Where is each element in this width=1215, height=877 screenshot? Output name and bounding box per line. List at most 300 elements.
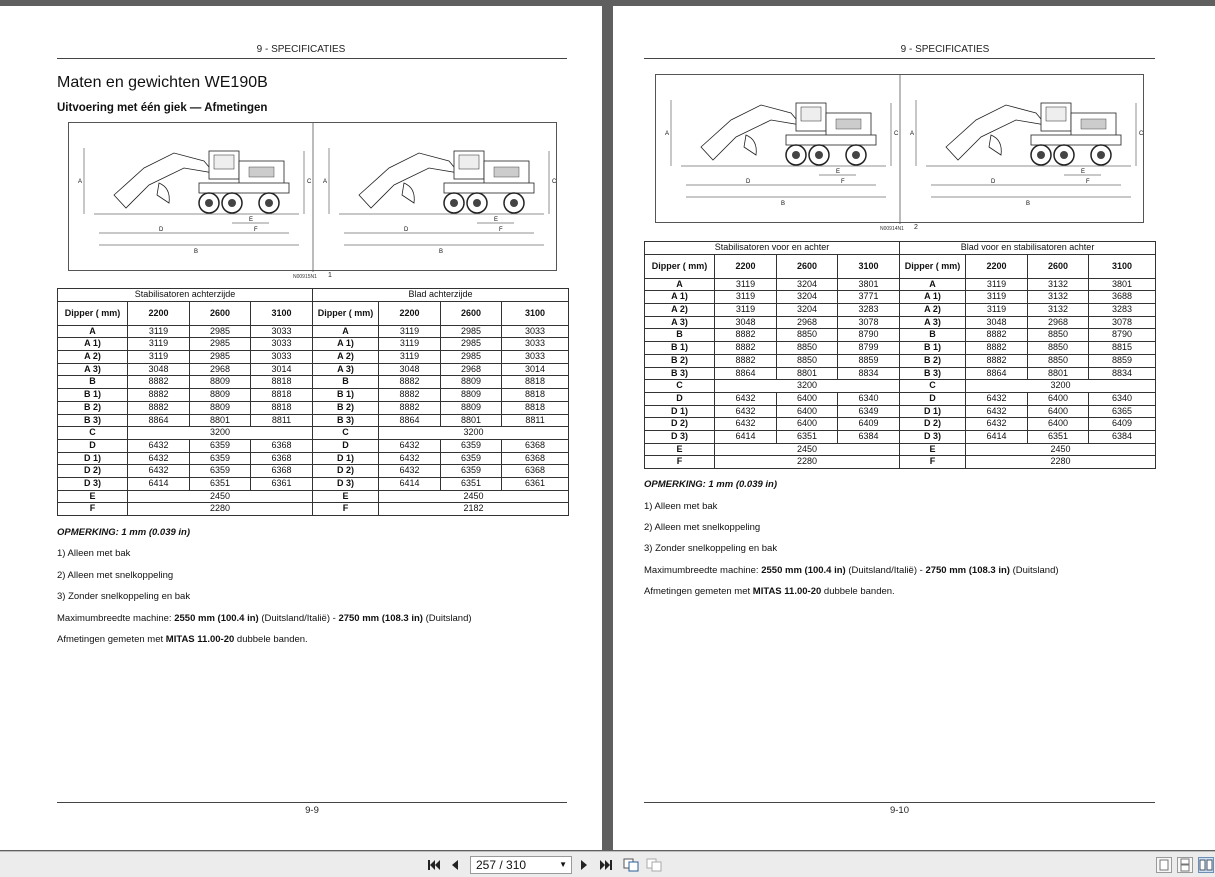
row-label: B 2) bbox=[58, 401, 128, 414]
table-cell: 2985 bbox=[441, 325, 502, 338]
table-cell: 8818 bbox=[502, 376, 569, 389]
table-cell: 8882 bbox=[128, 389, 190, 402]
engine-grille bbox=[494, 167, 519, 177]
footnote-1: 1) Alleen met bak bbox=[644, 501, 718, 512]
table-cell: 8882 bbox=[715, 354, 777, 367]
max-width-note: Maximumbreedte machine: 2550 mm (100.4 in) (Duitsland/Italië) - 2750 mm (108.3 in) (Duitsland) bbox=[57, 613, 472, 624]
row-label: D bbox=[900, 392, 966, 405]
table-cell: 3119 bbox=[128, 351, 190, 364]
column-header: 3100 bbox=[502, 301, 569, 325]
table-cell: 3283 bbox=[838, 304, 900, 317]
row-label: E bbox=[313, 490, 379, 503]
table-cell: 6414 bbox=[966, 430, 1028, 443]
table-cell: 8834 bbox=[838, 367, 900, 380]
column-header: 3100 bbox=[1089, 254, 1156, 278]
document-page-left bbox=[0, 6, 602, 850]
row-label: A 1) bbox=[58, 338, 128, 351]
table-row bbox=[645, 392, 1156, 405]
row-label: A 1) bbox=[900, 291, 966, 304]
bucket-line bbox=[989, 135, 1001, 155]
table-cell: 3078 bbox=[838, 316, 900, 329]
table-cell: 6400 bbox=[777, 405, 838, 418]
row-label: C bbox=[645, 380, 715, 393]
table-cell: 8882 bbox=[379, 389, 441, 402]
page-number-value: 257 / 310 bbox=[476, 858, 527, 872]
table-cell: 6432 bbox=[966, 418, 1028, 431]
dimension-label: D bbox=[404, 227, 409, 233]
paste-page-button[interactable] bbox=[645, 857, 663, 873]
table-row bbox=[58, 477, 569, 490]
table-row bbox=[645, 430, 1156, 443]
table-cell: 8818 bbox=[502, 401, 569, 414]
row-label: B 1) bbox=[645, 342, 715, 355]
table-row bbox=[58, 439, 569, 452]
table-row bbox=[58, 490, 569, 503]
row-label: D 1) bbox=[900, 405, 966, 418]
table-cell: 8809 bbox=[441, 401, 502, 414]
wheel-hub bbox=[473, 199, 481, 207]
column-header: Dipper ( mm) bbox=[645, 254, 715, 278]
table-cell: 3119 bbox=[715, 291, 777, 304]
table-cell: 8882 bbox=[966, 342, 1028, 355]
row-label: A 1) bbox=[645, 291, 715, 304]
table-cell: 6432 bbox=[715, 392, 777, 405]
table-cell: 3048 bbox=[379, 363, 441, 376]
table-cell: 6432 bbox=[715, 418, 777, 431]
wheel-hub bbox=[205, 199, 213, 207]
specifications-table bbox=[57, 288, 569, 516]
table-cell: 2450 bbox=[379, 490, 569, 503]
table-group-header: Blad voor en stabilisatoren achter bbox=[900, 242, 1156, 255]
max-width-note: Maximumbreedte machine: 2550 mm (100.4 in) (Duitsland/Italië) - 2750 mm (108.3 in) (Duitsland) bbox=[644, 565, 1059, 576]
excavator-dimension-figure bbox=[655, 74, 1144, 223]
row-label: A 1) bbox=[313, 338, 379, 351]
column-header: 2600 bbox=[441, 301, 502, 325]
row-label: A 3) bbox=[313, 363, 379, 376]
continuous-page-icon bbox=[1178, 858, 1192, 872]
table-cell: 6368 bbox=[251, 439, 313, 452]
table-cell: 8818 bbox=[502, 389, 569, 402]
row-label: C bbox=[58, 427, 128, 440]
skip-forward-icon bbox=[599, 859, 613, 871]
table-cell: 6400 bbox=[777, 392, 838, 405]
skip-back-icon bbox=[427, 859, 441, 871]
table-cell: 2450 bbox=[966, 443, 1156, 456]
table-cell: 6340 bbox=[838, 392, 900, 405]
row-label: B 1) bbox=[313, 389, 379, 402]
wheel-hub bbox=[1060, 151, 1068, 159]
table-cell: 6400 bbox=[1028, 392, 1089, 405]
table-cell: 3014 bbox=[251, 363, 313, 376]
wheel-hub bbox=[228, 199, 236, 207]
row-label: A bbox=[900, 278, 966, 291]
table-cell: 6432 bbox=[128, 452, 190, 465]
dimension-label: D bbox=[159, 227, 164, 233]
table-cell: 8882 bbox=[966, 329, 1028, 342]
table-cell: 3204 bbox=[777, 304, 838, 317]
row-label: D 1) bbox=[313, 452, 379, 465]
column-header: 2600 bbox=[1028, 254, 1089, 278]
table-row bbox=[58, 363, 569, 376]
table-cell: 6414 bbox=[379, 477, 441, 490]
table-cell: 6361 bbox=[502, 477, 569, 490]
figure-code: N00915N1 bbox=[293, 274, 317, 280]
table-cell: 6359 bbox=[441, 439, 502, 452]
table-cell: 2280 bbox=[966, 456, 1156, 469]
dimension-label: A bbox=[323, 179, 328, 185]
cab-window bbox=[214, 155, 234, 169]
arrow-left-icon bbox=[450, 859, 460, 871]
dimension-label: E bbox=[1081, 169, 1086, 175]
table-cell: 2968 bbox=[441, 363, 502, 376]
column-header: 2200 bbox=[379, 301, 441, 325]
dimension-label: F bbox=[254, 227, 258, 233]
table-cell: 6432 bbox=[379, 452, 441, 465]
cab-window bbox=[459, 155, 479, 169]
page-header: 9 - SPECIFICATIES bbox=[900, 44, 990, 55]
table-cell: 6414 bbox=[128, 477, 190, 490]
row-label: F bbox=[645, 456, 715, 469]
table-row bbox=[645, 329, 1156, 342]
table-cell: 3033 bbox=[251, 338, 313, 351]
table-cell: 6359 bbox=[190, 465, 251, 478]
table-cell: 3132 bbox=[1028, 304, 1089, 317]
chassis-line bbox=[786, 135, 876, 145]
row-label: D bbox=[645, 392, 715, 405]
table-cell: 6432 bbox=[966, 405, 1028, 418]
copy-page-button[interactable] bbox=[622, 857, 640, 873]
table-row bbox=[58, 376, 569, 389]
table-cell: 8864 bbox=[966, 367, 1028, 380]
row-label: D bbox=[313, 439, 379, 452]
table-cell: 3771 bbox=[838, 291, 900, 304]
row-label: B 1) bbox=[58, 389, 128, 402]
table-cell: 3119 bbox=[128, 325, 190, 338]
table-cell: 6414 bbox=[715, 430, 777, 443]
table-row bbox=[645, 367, 1156, 380]
table-cell: 8809 bbox=[190, 389, 251, 402]
viewer-toolbar bbox=[0, 851, 1215, 877]
remark-note: OPMERKING: 1 mm (0.039 in) bbox=[57, 527, 191, 538]
arrow-right-icon bbox=[579, 859, 589, 871]
dimension-label: E bbox=[836, 169, 841, 175]
footnote-1: 1) Alleen met bak bbox=[57, 548, 131, 559]
dimension-label: A bbox=[910, 131, 915, 137]
row-label: D 3) bbox=[900, 430, 966, 443]
table-cell: 3200 bbox=[379, 427, 569, 440]
table-group-header: Stabilisatoren achterzijde bbox=[58, 289, 313, 302]
table-cell: 8864 bbox=[128, 414, 190, 427]
table-cell: 6359 bbox=[190, 439, 251, 452]
table-cell: 6368 bbox=[251, 452, 313, 465]
column-header: 3100 bbox=[251, 301, 313, 325]
tires-note: Afmetingen gemeten met MITAS 11.00-20 dubbele banden. bbox=[644, 586, 895, 597]
table-row bbox=[645, 418, 1156, 431]
table-cell: 3033 bbox=[502, 338, 569, 351]
table-cell: 8801 bbox=[190, 414, 251, 427]
table-cell: 3033 bbox=[502, 325, 569, 338]
table-cell: 3048 bbox=[966, 316, 1028, 329]
row-label: B 3) bbox=[313, 414, 379, 427]
dimension-label: F bbox=[841, 179, 845, 185]
engine-grille bbox=[1081, 119, 1106, 129]
dimension-label: C bbox=[552, 179, 557, 185]
bucket-line bbox=[157, 183, 169, 203]
dimension-label: C bbox=[894, 131, 899, 137]
single-page-view-button[interactable] bbox=[1156, 857, 1172, 873]
row-label: B 3) bbox=[645, 367, 715, 380]
copy-icon bbox=[623, 858, 639, 872]
table-cell: 8790 bbox=[1089, 329, 1156, 342]
table-cell: 6351 bbox=[777, 430, 838, 443]
table-cell: 3119 bbox=[379, 338, 441, 351]
footer-rule bbox=[644, 802, 1155, 803]
table-row bbox=[645, 291, 1156, 304]
table-cell: 6365 bbox=[1089, 405, 1156, 418]
table-cell: 8801 bbox=[777, 367, 838, 380]
row-label: C bbox=[313, 427, 379, 440]
table-cell: 8850 bbox=[1028, 354, 1089, 367]
engine-grille bbox=[249, 167, 274, 177]
table-cell: 6368 bbox=[251, 465, 313, 478]
row-label: F bbox=[313, 503, 379, 516]
dimension-label: B bbox=[194, 249, 199, 255]
table-cell: 2968 bbox=[1028, 316, 1089, 329]
footnote-2: 2) Alleen met snelkoppeling bbox=[57, 570, 174, 581]
chassis-line bbox=[199, 183, 289, 193]
dimension-label: E bbox=[249, 217, 254, 223]
row-label: B 3) bbox=[900, 367, 966, 380]
table-cell: 8834 bbox=[1089, 367, 1156, 380]
row-label: A 2) bbox=[900, 304, 966, 317]
table-cell: 2985 bbox=[190, 351, 251, 364]
column-header: Dipper ( mm) bbox=[900, 254, 966, 278]
table-cell: 8850 bbox=[1028, 329, 1089, 342]
duplicate-icon bbox=[646, 858, 662, 872]
table-row bbox=[58, 389, 569, 402]
table-cell: 8811 bbox=[251, 414, 313, 427]
section-subtitle: Uitvoering met één giek — Afmetingen bbox=[57, 102, 268, 114]
table-cell: 8799 bbox=[838, 342, 900, 355]
table-cell: 3200 bbox=[715, 380, 900, 393]
table-cell: 8882 bbox=[715, 329, 777, 342]
dimension-label: B bbox=[1026, 201, 1031, 207]
table-cell: 6400 bbox=[777, 418, 838, 431]
table-row bbox=[645, 354, 1156, 367]
table-cell: 8882 bbox=[128, 401, 190, 414]
page-number: 9-10 bbox=[889, 805, 909, 816]
table-cell: 3048 bbox=[715, 316, 777, 329]
table-cell: 6432 bbox=[379, 465, 441, 478]
specifications-table bbox=[644, 241, 1156, 469]
footer-rule bbox=[57, 802, 567, 803]
previous-page-button[interactable] bbox=[448, 857, 462, 873]
engine-grille bbox=[836, 119, 861, 129]
table-row bbox=[645, 316, 1156, 329]
table-cell: 6432 bbox=[128, 465, 190, 478]
row-label: F bbox=[900, 456, 966, 469]
row-label: B 2) bbox=[313, 401, 379, 414]
row-label: A 3) bbox=[645, 316, 715, 329]
table-cell: 6400 bbox=[1028, 418, 1089, 431]
row-label: B bbox=[58, 376, 128, 389]
table-cell: 3132 bbox=[1028, 278, 1089, 291]
table-cell: 3048 bbox=[128, 363, 190, 376]
table-cell: 8818 bbox=[251, 389, 313, 402]
dimension-label: A bbox=[78, 179, 83, 185]
table-cell: 3204 bbox=[777, 291, 838, 304]
two-page-view-button[interactable] bbox=[1198, 857, 1214, 873]
two-page-icon bbox=[1199, 858, 1213, 872]
table-cell: 6340 bbox=[1089, 392, 1156, 405]
table-cell: 8809 bbox=[190, 401, 251, 414]
row-label: B 2) bbox=[645, 354, 715, 367]
excavator-drawing bbox=[656, 75, 1145, 224]
dimension-label: C bbox=[1139, 131, 1144, 137]
figure-number: 2 bbox=[914, 224, 918, 231]
table-row bbox=[58, 414, 569, 427]
page-number-input[interactable] bbox=[470, 856, 572, 874]
table-cell: 6368 bbox=[502, 465, 569, 478]
page-title: Maten en gewichten WE190B bbox=[57, 74, 268, 91]
table-cell: 2985 bbox=[441, 338, 502, 351]
table-cell: 3078 bbox=[1089, 316, 1156, 329]
table-cell: 8850 bbox=[777, 329, 838, 342]
table-cell: 8818 bbox=[251, 376, 313, 389]
table-cell: 6359 bbox=[441, 465, 502, 478]
table-cell: 3119 bbox=[379, 351, 441, 364]
table-cell: 8864 bbox=[715, 367, 777, 380]
table-cell: 2985 bbox=[441, 351, 502, 364]
table-row bbox=[58, 465, 569, 478]
row-label: D 1) bbox=[645, 405, 715, 418]
table-cell: 6400 bbox=[1028, 405, 1089, 418]
table-row bbox=[58, 351, 569, 364]
column-header: Dipper ( mm) bbox=[313, 301, 379, 325]
table-cell: 2968 bbox=[190, 363, 251, 376]
dimension-label: D bbox=[991, 179, 996, 185]
row-label: B 1) bbox=[900, 342, 966, 355]
column-header: 2600 bbox=[190, 301, 251, 325]
table-cell: 3200 bbox=[128, 427, 313, 440]
document-page-right bbox=[613, 6, 1215, 850]
table-cell: 8818 bbox=[251, 401, 313, 414]
wheel-hub bbox=[792, 151, 800, 159]
table-cell: 6359 bbox=[190, 452, 251, 465]
table-cell: 3204 bbox=[777, 278, 838, 291]
table-cell: 8809 bbox=[441, 376, 502, 389]
row-label: B bbox=[645, 329, 715, 342]
table-cell: 6351 bbox=[1028, 430, 1089, 443]
table-cell: 2450 bbox=[128, 490, 313, 503]
table-group-header: Blad achterzijde bbox=[313, 289, 569, 302]
row-label: F bbox=[58, 503, 128, 516]
table-cell: 3119 bbox=[379, 325, 441, 338]
column-header: 2600 bbox=[777, 254, 838, 278]
figure-number: 1 bbox=[328, 272, 332, 279]
table-cell: 2450 bbox=[715, 443, 900, 456]
column-header: Dipper ( mm) bbox=[58, 301, 128, 325]
cab-window bbox=[801, 107, 821, 121]
table-row bbox=[645, 342, 1156, 355]
wheel-hub bbox=[1037, 151, 1045, 159]
row-label: D 2) bbox=[58, 465, 128, 478]
bucket-line bbox=[744, 135, 756, 155]
dimension-label: B bbox=[781, 201, 786, 207]
row-label: B bbox=[900, 329, 966, 342]
column-header: 2200 bbox=[715, 254, 777, 278]
table-cell: 8850 bbox=[777, 342, 838, 355]
footnote-2: 2) Alleen met snelkoppeling bbox=[644, 522, 761, 533]
table-cell: 8882 bbox=[715, 342, 777, 355]
table-cell: 2280 bbox=[128, 503, 313, 516]
table-cell: 3283 bbox=[1089, 304, 1156, 317]
table-cell: 8859 bbox=[838, 354, 900, 367]
table-cell: 3801 bbox=[1089, 278, 1156, 291]
row-label: D 2) bbox=[313, 465, 379, 478]
remark-note: OPMERKING: 1 mm (0.039 in) bbox=[644, 479, 778, 490]
table-cell: 6409 bbox=[1089, 418, 1156, 431]
dimension-label: E bbox=[494, 217, 499, 223]
table-row bbox=[58, 325, 569, 338]
row-label: C bbox=[900, 380, 966, 393]
row-label: B 3) bbox=[58, 414, 128, 427]
table-cell: 3132 bbox=[1028, 291, 1089, 304]
table-cell: 3200 bbox=[966, 380, 1156, 393]
table-cell: 8811 bbox=[502, 414, 569, 427]
table-row bbox=[58, 452, 569, 465]
last-page-button[interactable] bbox=[598, 857, 614, 873]
excavator-drawing bbox=[69, 123, 558, 272]
table-cell: 3119 bbox=[966, 291, 1028, 304]
table-cell: 3688 bbox=[1089, 291, 1156, 304]
row-label: A 2) bbox=[645, 304, 715, 317]
table-row bbox=[58, 503, 569, 516]
table-group-header: Stabilisatoren voor en achter bbox=[645, 242, 900, 255]
table-cell: 3119 bbox=[715, 304, 777, 317]
table-cell: 8809 bbox=[190, 376, 251, 389]
table-cell: 6349 bbox=[838, 405, 900, 418]
chassis-line bbox=[1031, 135, 1121, 145]
first-page-button[interactable] bbox=[426, 857, 442, 873]
dimension-label: C bbox=[307, 179, 312, 185]
row-label: A bbox=[313, 325, 379, 338]
wheel-hub bbox=[265, 199, 273, 207]
table-cell: 6384 bbox=[1089, 430, 1156, 443]
table-cell: 6432 bbox=[128, 439, 190, 452]
table-cell: 8882 bbox=[966, 354, 1028, 367]
header-rule bbox=[644, 58, 1155, 59]
next-page-button[interactable] bbox=[577, 857, 591, 873]
table-cell: 6351 bbox=[441, 477, 502, 490]
table-cell: 8815 bbox=[1089, 342, 1156, 355]
continuous-view-button[interactable] bbox=[1177, 857, 1193, 873]
table-row bbox=[645, 278, 1156, 291]
cab-window bbox=[1046, 107, 1066, 121]
table-cell: 2182 bbox=[379, 503, 569, 516]
table-cell: 6432 bbox=[715, 405, 777, 418]
row-label: D bbox=[58, 439, 128, 452]
table-cell: 2985 bbox=[190, 338, 251, 351]
column-header: 2200 bbox=[966, 254, 1028, 278]
tires-note: Afmetingen gemeten met MITAS 11.00-20 dubbele banden. bbox=[57, 634, 308, 645]
row-label: D 2) bbox=[645, 418, 715, 431]
table-cell: 3119 bbox=[966, 278, 1028, 291]
bucket-line bbox=[402, 183, 414, 203]
table-cell: 6432 bbox=[966, 392, 1028, 405]
row-label: A 3) bbox=[900, 316, 966, 329]
footnote-3: 3) Zonder snelkoppeling en bak bbox=[644, 543, 778, 554]
